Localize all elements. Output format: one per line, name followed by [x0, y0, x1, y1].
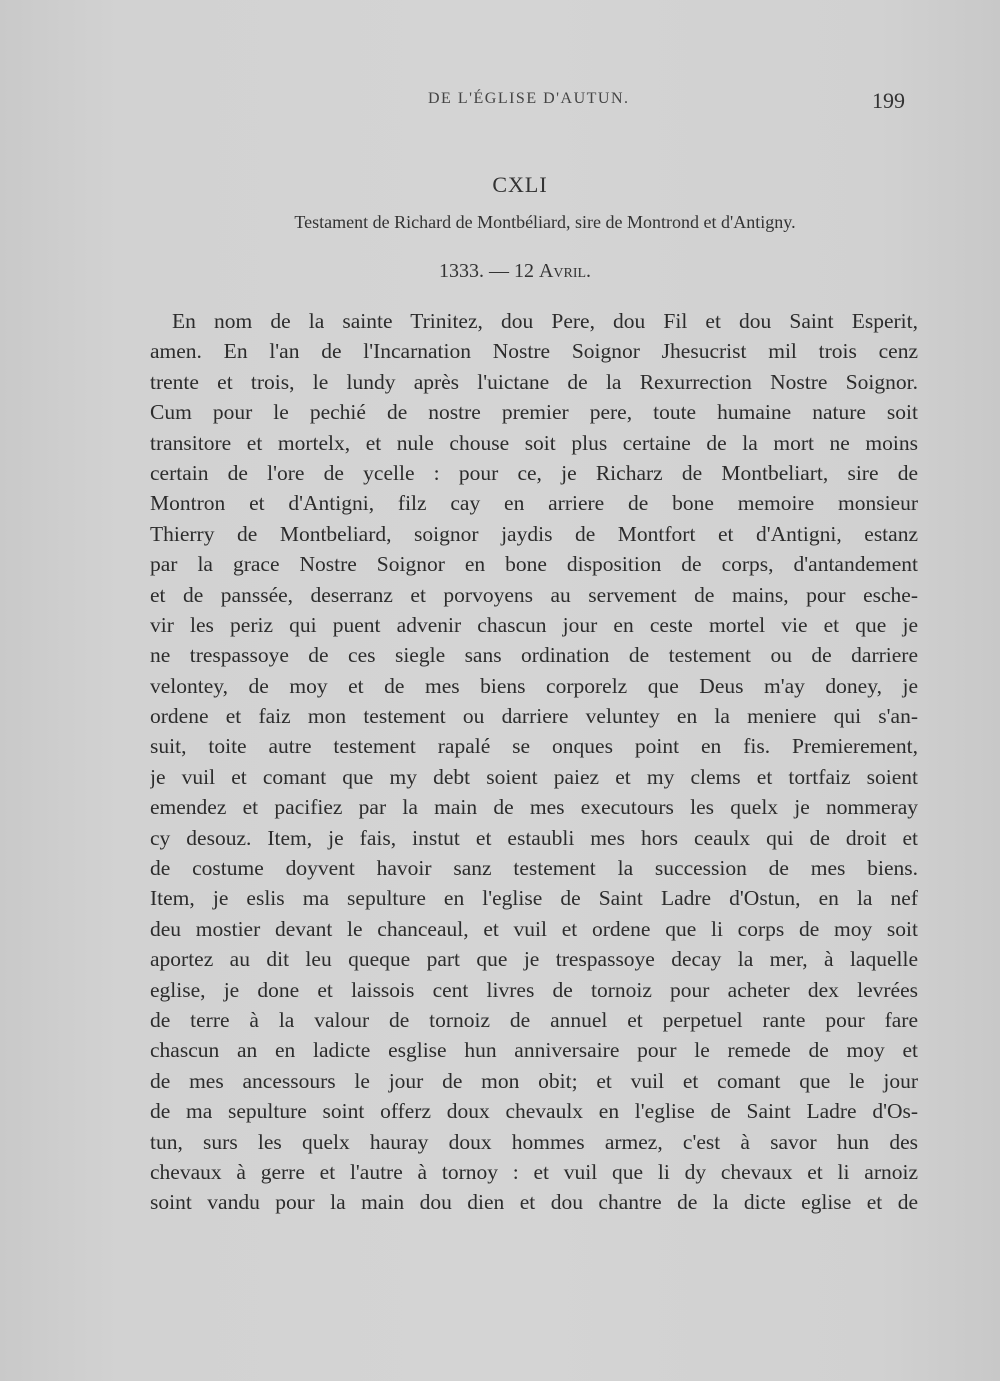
- text-line: emendez et pacifiez par la main de mes executours les quelx je nommeray: [150, 795, 918, 820]
- document-title: Testament de Richard de Montbéliard, sire de Montrond et d'Antigny.: [294, 212, 796, 232]
- text-line: En nom de la sainte Trinitez, dou Pere, dou Fil et dou Saint Esperit,: [172, 309, 918, 333]
- document-date-year: 1333. — 12: [438, 260, 539, 282]
- document-date: [150, 260, 880, 283]
- text-line: Montron et d'Antigni, filz cay en arriere de bone memoire monsieur: [150, 491, 918, 516]
- text-line: vir les periz qui puent advenir chascun jour en ceste mortel vie et que je: [150, 612, 918, 637]
- text-line: soint vandu pour la main dou dien et dou chantre de la dicte eglise et de: [150, 1190, 918, 1215]
- text-line: je vuil et comant que my debt soient paiez et my clems et tortfaiz soient: [150, 764, 918, 789]
- text-line: chevaux à gerre et l'autre à tornoy : et vuil que li dy chevaux et li arnoiz: [150, 1159, 918, 1184]
- text-line: Cum pour le pechié de nostre premier pere, toute humaine nature soit: [150, 400, 918, 425]
- running-title: DE L'ÉGLISE D'AUTUN.: [428, 90, 630, 107]
- text-line: de costume doyvent havoir sanz testement la succession de mes biens.: [150, 856, 918, 881]
- text-line: Item, je eslis ma sepulture en l'eglise de Saint Ladre d'Ostun, en la nef: [150, 886, 918, 911]
- text-line: suit, toite autre testement rapalé se onques point en fis. Premierement,: [150, 734, 918, 759]
- text-line: de terre à la valour de tornoiz de annuel et perpetuel rante pour fare: [150, 1007, 918, 1032]
- text-line: transitore et mortelx, et nule chouse soit plus certaine de la mort ne moins: [150, 430, 918, 455]
- text-line: ordene et faiz mon testement ou darriere veluntey en la meniere qui s'an-: [150, 704, 918, 729]
- text-line: tun, surs les quelx hauray doux hommes armez, c'est à savor hun des: [150, 1129, 918, 1154]
- page-number: 199: [872, 88, 905, 113]
- text-line: chascun an en ladicte esglise hun anniversaire pour le remede de moy et: [150, 1038, 918, 1063]
- text-line: velontey, de moy et de mes biens corporelz que Deus m'ay doney, je: [150, 673, 918, 698]
- body-text: [150, 306, 918, 1218]
- text-line: aportez au dit leu queque part que je trespassoye decay la mer, à laquelle: [150, 947, 918, 972]
- text-line: amen. En l'an de l'Incarnation Nostre Soignor Jhesucrist mil trois cenz: [150, 339, 918, 364]
- text-line: eglise, je done et laissois cent livres de tornoiz pour acheter dex levrées: [150, 977, 918, 1002]
- text-line: trente et trois, le lundy après l'uictane de la Rexurrection Nostre Soignor.: [150, 369, 918, 394]
- text-line: et de panssée, deserranz et porvoyens au servement de mains, pour esche-: [150, 582, 918, 607]
- document-date-month: Avril.: [538, 260, 592, 282]
- text-line: cy desouz. Item, je fais, instut et estaubli mes hors ceaulx qui de droit et: [150, 825, 918, 850]
- text-line: Thierry de Montbeliard, soignor jaydis de Montfort et d'Antigni, estanz: [150, 521, 918, 546]
- running-head: [0, 88, 1000, 116]
- text-line: de ma sepulture soint offerz doux chevaulx en l'eglise de Saint Ladre d'Os-: [150, 1099, 918, 1124]
- text-line: certain de l'ore de ycelle : pour ce, je Richarz de Montbeliart, sire de: [150, 460, 918, 485]
- document-number: CXLI: [492, 172, 548, 197]
- text-line: de mes ancessours le jour de mon obit; et vuil et comant que le jour: [150, 1068, 918, 1093]
- text-line: deu mostier devant le chanceaul, et vuil et ordene que li corps de moy soit: [150, 916, 918, 941]
- text-line: ne trespassoye de ces siegle sans ordination de testement ou de darriere: [150, 643, 918, 668]
- text-line: par la grace Nostre Soignor en bone disposition de corps, d'antandement: [150, 552, 918, 577]
